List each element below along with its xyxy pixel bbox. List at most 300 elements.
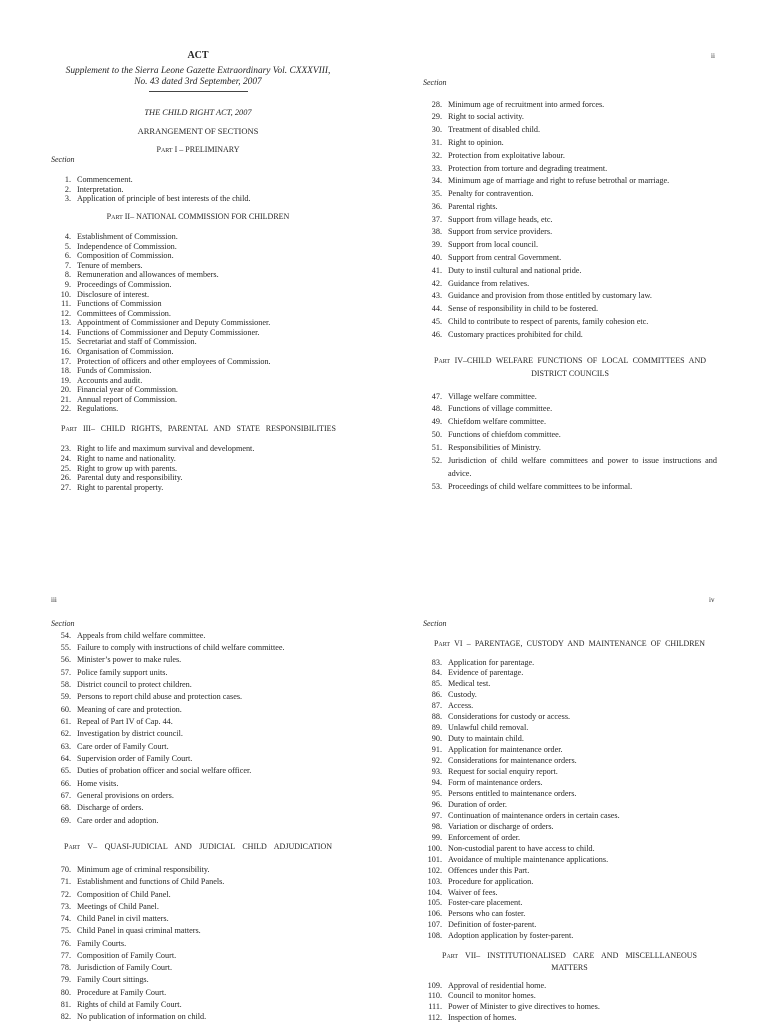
section-column-label: Section <box>423 619 447 628</box>
section-number: 12. <box>60 308 71 318</box>
section-number: 16. <box>60 346 71 356</box>
section-number: 44. <box>431 304 442 314</box>
section-entry <box>416 712 620 723</box>
section-title: Family Courts. <box>77 938 127 948</box>
section-title: Funds of Commission. <box>77 366 152 376</box>
section-title: No publication of information on child. <box>77 1012 207 1021</box>
section-title: Accounts and audit. <box>77 375 143 385</box>
section-number: 72. <box>60 889 71 899</box>
section-title: Home visits. <box>77 778 119 788</box>
section-entry <box>45 454 254 464</box>
section-title: Offences under this Part. <box>448 865 530 875</box>
section-number: 84. <box>431 668 442 678</box>
section-number: 36. <box>431 201 442 211</box>
section-number: 106. <box>427 909 442 919</box>
section-number: 107. <box>427 920 442 930</box>
section-entry <box>45 242 271 252</box>
section-number: 49. <box>431 417 442 427</box>
section-entry <box>416 855 620 866</box>
section-number: 45. <box>431 316 442 326</box>
section-title: Support from local council. <box>448 240 539 250</box>
section-entry <box>416 403 717 416</box>
section-entry <box>416 888 620 899</box>
section-title: Protection from exploitative labour. <box>448 150 565 160</box>
section-title: Protection from torture and degrading treatment. <box>448 163 608 173</box>
section-list <box>45 864 224 1023</box>
section-number: 78. <box>60 963 71 972</box>
section-number: 102. <box>427 865 442 875</box>
section-entry <box>416 811 620 822</box>
section-number: 48. <box>431 404 442 414</box>
section-entry <box>45 778 285 790</box>
section-number: 73. <box>60 901 71 911</box>
section-entry <box>45 194 251 203</box>
section-title: Family Court sittings. <box>77 975 149 985</box>
section-entry <box>45 667 285 679</box>
section-entry <box>416 1002 600 1013</box>
section-number: 13. <box>60 318 71 328</box>
section-title: Non-custodial parent to have access to child. <box>448 843 595 853</box>
section-number: 60. <box>60 704 71 714</box>
section-title: Interpretation. <box>77 184 124 194</box>
section-title: Child to contribute to respect of parents, family cohesion etc. <box>448 316 649 326</box>
section-list <box>45 232 271 414</box>
section-title: Jurisdiction of child welfare committees and power to issue instructions and advice. <box>448 455 717 478</box>
section-title: Rights of child at Family Court. <box>77 999 182 1009</box>
section-entry <box>416 800 620 811</box>
section-title: Approval of residential home. <box>448 980 547 990</box>
section-entry <box>416 111 669 124</box>
gazette-supplement <box>38 66 358 88</box>
section-list <box>45 630 285 827</box>
section-entry <box>45 290 271 300</box>
section-title: Village welfare committee. <box>448 391 537 401</box>
section-title: Child Panel in civil matters. <box>77 914 169 923</box>
section-number: 83. <box>431 657 442 667</box>
section-title: Independence of Commission. <box>77 241 177 251</box>
part-heading: Part V– QUASI-JUDICIAL AND JUDICIAL CHILD ADJUDICATION <box>64 842 332 851</box>
section-number: 1. <box>64 175 71 185</box>
section-number: 54. <box>60 630 71 640</box>
section-title: Support from village heads, etc. <box>448 214 553 224</box>
section-number: 37. <box>431 214 442 224</box>
section-entry <box>416 416 717 429</box>
section-entry <box>45 630 285 642</box>
section-number: 69. <box>60 815 71 825</box>
section-title: Commencement. <box>77 175 133 185</box>
section-number: 70. <box>60 865 71 874</box>
section-entry <box>45 232 271 242</box>
header-rule <box>149 91 248 92</box>
section-entry <box>416 226 669 239</box>
section-entry <box>416 278 669 291</box>
section-number: 85. <box>431 679 442 689</box>
section-title: Regulations. <box>77 404 119 414</box>
section-list <box>416 391 717 494</box>
section-title: Application for parentage. <box>448 657 535 667</box>
section-entry <box>45 404 271 414</box>
section-entry <box>416 778 620 789</box>
section-number: 5. <box>64 241 71 251</box>
section-title: Appeals from child welfare committee. <box>77 630 206 640</box>
section-entry <box>45 753 285 765</box>
section-number: 19. <box>60 375 71 385</box>
part-heading: Part II– NATIONAL COMMISSION FOR CHILDREN <box>106 212 290 221</box>
part-heading: Part VII– INSTITUTIONALISED CARE AND MISCELLLANEOUS MATTERS <box>442 951 697 972</box>
section-title: Functions of village committee. <box>448 404 553 414</box>
section-title: Request for social enquiry report. <box>448 767 558 777</box>
section-title: Protection of officers and other employees of Commission. <box>77 356 271 366</box>
section-entry <box>416 877 620 888</box>
section-number: 65. <box>60 766 71 776</box>
section-title: Medical test. <box>448 679 491 689</box>
section-title: Composition of Commission. <box>77 251 174 261</box>
section-number: 93. <box>431 767 442 777</box>
section-entry <box>45 444 254 454</box>
section-title: Custody. <box>448 690 477 700</box>
section-title: Right to opinion. <box>448 137 504 147</box>
section-number: 79. <box>60 975 71 985</box>
section-number: 22. <box>60 404 71 414</box>
section-title: Application for maintenance order. <box>448 745 563 755</box>
section-number: 101. <box>427 854 442 864</box>
section-entry <box>416 701 620 712</box>
section-number: 98. <box>431 821 442 831</box>
section-title: Support from central Government. <box>448 252 562 262</box>
section-entry <box>416 1013 600 1024</box>
section-entry <box>416 455 717 481</box>
section-title: Investigation by district council. <box>77 729 183 739</box>
section-title: Care order of Family Court. <box>77 741 169 751</box>
section-number: 112. <box>427 1012 442 1022</box>
section-number: 63. <box>60 741 71 751</box>
section-number: 55. <box>60 643 71 653</box>
section-entry <box>45 185 251 194</box>
section-title: Power of Minister to give directives to homes. <box>448 1002 600 1012</box>
section-title: Responsibilities of Ministry. <box>448 442 541 452</box>
section-list <box>45 444 254 493</box>
section-title: Treatment of disabled child. <box>448 125 541 135</box>
section-title: Customary practices prohibited for child. <box>448 329 583 339</box>
section-entry <box>45 251 271 261</box>
section-entry <box>416 265 669 278</box>
section-entry <box>416 679 620 690</box>
section-list <box>45 175 251 203</box>
section-title: Persons who can foster. <box>448 909 526 919</box>
section-title: Functions of Commission <box>77 299 162 309</box>
section-number: 11. <box>61 299 71 309</box>
section-number: 64. <box>60 754 71 764</box>
act-name: THE CHILD RIGHT ACT, 2007 <box>144 108 252 117</box>
section-number: 59. <box>60 692 71 702</box>
section-title: Composition of Child Panel. <box>77 889 171 899</box>
section-number: 10. <box>60 289 71 299</box>
section-entry <box>45 395 271 405</box>
section-entry <box>45 716 285 728</box>
section-title: Right to life and maximum survival and development. <box>77 444 255 454</box>
section-number: 24. <box>60 453 71 463</box>
section-entry <box>416 690 620 701</box>
section-title: Persons to report child abuse and protection cases. <box>77 692 243 702</box>
section-entry <box>45 376 271 386</box>
section-number: 51. <box>431 442 442 452</box>
section-title: Evidence of parentage. <box>448 668 524 678</box>
section-number: 6. <box>64 251 71 261</box>
section-entry <box>416 391 717 404</box>
part-heading: Part I – PRELIMINARY <box>156 145 240 154</box>
section-title: Guidance from relatives. <box>448 278 530 288</box>
section-title: Supervision order of Family Court. <box>77 754 193 764</box>
section-number: 2. <box>64 184 71 194</box>
section-title: Right to social activity. <box>448 112 524 122</box>
section-entry <box>416 329 669 342</box>
section-title: Establishment and functions of Child Panels. <box>77 877 225 887</box>
section-entry <box>45 175 251 184</box>
section-title: Procedure at Family Court. <box>77 987 167 997</box>
section-title: Foster-care placement. <box>448 898 523 908</box>
section-entry <box>45 962 224 974</box>
section-title: Appointment of Commissioner and Deputy Commissioner. <box>77 318 271 328</box>
section-number: 90. <box>431 734 442 744</box>
section-title: Right to name and nationality. <box>77 453 176 463</box>
section-title: Failure to comply with instructions of child welfare committee. <box>77 643 285 653</box>
section-entry <box>416 991 600 1002</box>
section-entry <box>45 864 224 876</box>
section-list <box>416 99 669 342</box>
section-number: 105. <box>427 898 442 908</box>
section-title: General provisions on orders. <box>77 791 174 801</box>
section-number: 14. <box>60 327 71 337</box>
section-title: Council to monitor homes. <box>448 991 536 1001</box>
section-title: Minimum age of criminal responsibility. <box>77 865 210 874</box>
section-entry <box>416 668 620 679</box>
section-number: 111. <box>428 1002 442 1012</box>
section-number: 7. <box>64 260 71 270</box>
section-number: 50. <box>431 430 442 440</box>
section-entry <box>416 844 620 855</box>
section-entry <box>416 931 620 942</box>
section-number: 94. <box>431 777 442 787</box>
section-title: Organisation of Commission. <box>77 346 174 356</box>
section-entry <box>45 1011 224 1023</box>
section-title: Considerations for maintenance orders. <box>448 756 577 766</box>
section-entry <box>45 765 285 777</box>
section-entry <box>45 901 224 913</box>
section-title: Proceedings of Commission. <box>77 280 172 289</box>
section-number: 38. <box>431 227 442 237</box>
section-entry <box>416 789 620 800</box>
section-title: Meetings of Child Panel. <box>77 901 159 911</box>
section-number: 33. <box>431 163 442 173</box>
section-number: 66. <box>60 778 71 788</box>
part-heading: Part IV–CHILD WELFARE FUNCTIONS OF LOCAL COMMITTEES AND DISTRICT COUNCILS <box>434 355 706 378</box>
section-title: Procedure for application. <box>448 876 534 886</box>
section-entry <box>45 270 271 280</box>
section-entry <box>416 866 620 877</box>
section-title: Inspection of homes. <box>448 1012 517 1022</box>
section-number: 8. <box>64 270 71 280</box>
section-number: 57. <box>60 667 71 677</box>
section-entry <box>416 822 620 833</box>
section-entry <box>416 734 620 745</box>
section-number: 42. <box>431 278 442 288</box>
section-title: Secretariat and staff of Commission. <box>77 337 197 347</box>
section-number: 103. <box>427 876 442 886</box>
section-number: 31. <box>431 137 442 147</box>
section-entry <box>45 790 285 802</box>
section-title: Duty to maintain child. <box>448 734 524 744</box>
section-title: Enforcement of order. <box>448 832 521 842</box>
section-number: 47. <box>431 391 442 401</box>
section-entry <box>45 815 285 827</box>
section-title: Definition of foster-parent. <box>448 920 537 930</box>
section-entry <box>416 137 669 150</box>
section-entry <box>45 728 285 740</box>
section-number: 3. <box>64 194 71 204</box>
section-entry <box>45 337 271 347</box>
page-number: iv <box>709 596 715 604</box>
section-entry <box>45 974 224 986</box>
section-title: Adoption application by foster-parent. <box>448 931 574 941</box>
section-entry <box>45 925 224 937</box>
section-title: Waiver of fees. <box>448 887 498 897</box>
section-number: 86. <box>431 690 442 700</box>
section-title: Right to grow up with parents. <box>77 463 178 473</box>
section-title: Financial year of Commission. <box>77 385 178 395</box>
section-entry <box>45 385 271 395</box>
section-title: Remuneration and allowances of members. <box>77 270 219 280</box>
section-number: 76. <box>60 938 71 948</box>
section-title: Duty to instil cultural and national pride. <box>448 265 582 275</box>
section-number: 43. <box>431 291 442 301</box>
section-entry <box>45 679 285 691</box>
section-number: 75. <box>60 926 71 936</box>
section-column-label: Section <box>51 155 75 164</box>
section-number: 91. <box>431 745 442 755</box>
section-number: 18. <box>60 366 71 376</box>
section-entry <box>45 741 285 753</box>
section-column-label: Section <box>51 619 75 628</box>
section-entry <box>416 981 600 992</box>
section-entry <box>45 473 254 483</box>
section-title: Continuation of maintenance orders in certain cases. <box>448 810 620 820</box>
section-number: 80. <box>60 987 71 997</box>
section-entry <box>45 889 224 901</box>
section-title: Penalty for contravention. <box>448 189 534 199</box>
section-number: 109. <box>427 980 442 990</box>
section-entry <box>45 464 254 474</box>
section-title: Variation or discharge of orders. <box>448 821 554 831</box>
section-title: Child Panel in quasi criminal matters. <box>77 926 201 936</box>
section-number: 88. <box>431 712 442 722</box>
gazette-supplement-line: Supplement to the Sierra Leone Gazette Extraordinary Vol. CXXXVIII, <box>65 66 331 76</box>
section-number: 67. <box>60 791 71 801</box>
section-title: Chiefdom welfare committee. <box>448 417 546 427</box>
section-number: 61. <box>60 717 71 727</box>
section-title: Meaning of care and protection. <box>77 704 182 714</box>
section-entry <box>416 442 717 455</box>
section-entry <box>416 316 669 329</box>
section-number: 25. <box>60 463 71 473</box>
section-number: 27. <box>60 483 71 493</box>
section-number: 56. <box>60 655 71 665</box>
section-title: Sense of responsibility in child to be fostered. <box>448 304 599 314</box>
section-title: Committees of Commission. <box>77 308 171 318</box>
section-entry <box>416 745 620 756</box>
section-entry <box>45 913 224 925</box>
section-number: 96. <box>431 799 442 809</box>
section-title: Composition of Family Court. <box>77 950 177 960</box>
section-number: 4. <box>64 232 71 242</box>
section-entry <box>45 299 271 309</box>
section-entry <box>416 767 620 778</box>
section-number: 53. <box>431 481 442 491</box>
section-entry <box>45 366 271 376</box>
section-number: 89. <box>431 723 442 733</box>
section-entry <box>416 429 717 442</box>
gazette-supplement-line: No. 43 dated 3rd September, 2007 <box>134 77 262 87</box>
section-entry <box>416 99 669 112</box>
section-title: Functions of chiefdom committee. <box>448 430 561 440</box>
section-title: Discharge of orders. <box>77 803 144 813</box>
section-number: 108. <box>427 931 442 941</box>
section-entry <box>416 163 669 176</box>
section-entry <box>416 723 620 734</box>
section-title: Duration of order. <box>448 799 507 809</box>
section-number: 97. <box>431 810 442 820</box>
section-number: 34. <box>431 176 442 186</box>
section-number: 15. <box>60 337 71 347</box>
section-entry <box>416 303 669 316</box>
arrangement-heading: ARRANGEMENT OF SECTIONS <box>137 126 259 136</box>
section-title: Annual report of Commission. <box>77 394 178 404</box>
section-title: Avoidance of multiple maintenance applications. <box>448 854 609 864</box>
section-title: Access. <box>448 701 474 711</box>
section-number: 41. <box>431 265 442 275</box>
section-title: Right to parental property. <box>77 483 164 493</box>
section-entry <box>416 833 620 844</box>
section-entry <box>45 876 224 888</box>
section-entry <box>45 938 224 950</box>
section-title: Care order and adoption. <box>77 815 159 825</box>
section-entry <box>45 309 271 319</box>
section-entry <box>45 318 271 328</box>
section-number: 99. <box>431 832 442 842</box>
section-title: Unlawful child removal. <box>448 723 529 733</box>
section-number: 52. <box>431 455 442 465</box>
section-number: 92. <box>431 756 442 766</box>
section-entry <box>45 691 285 703</box>
section-title: Establishment of Commission. <box>77 232 178 242</box>
section-number: 46. <box>431 329 442 339</box>
section-title: Parental duty and responsibility. <box>77 473 183 483</box>
section-entry <box>45 950 224 962</box>
section-title: Parental rights. <box>448 201 498 211</box>
section-title: Minister’s power to make rules. <box>77 655 182 665</box>
section-number: 68. <box>60 803 71 813</box>
section-number: 104. <box>427 887 442 897</box>
section-title: Functions of Commissioner and Deputy Commissioner. <box>77 327 260 337</box>
section-entry <box>416 756 620 767</box>
section-entry <box>416 290 669 303</box>
section-entry <box>45 357 271 367</box>
section-number: 23. <box>60 444 71 454</box>
section-entry <box>45 654 285 666</box>
section-number: 110. <box>427 991 442 1001</box>
section-entry <box>45 999 224 1011</box>
section-number: 32. <box>431 150 442 160</box>
section-title: Persons entitled to maintenance orders. <box>448 788 577 798</box>
